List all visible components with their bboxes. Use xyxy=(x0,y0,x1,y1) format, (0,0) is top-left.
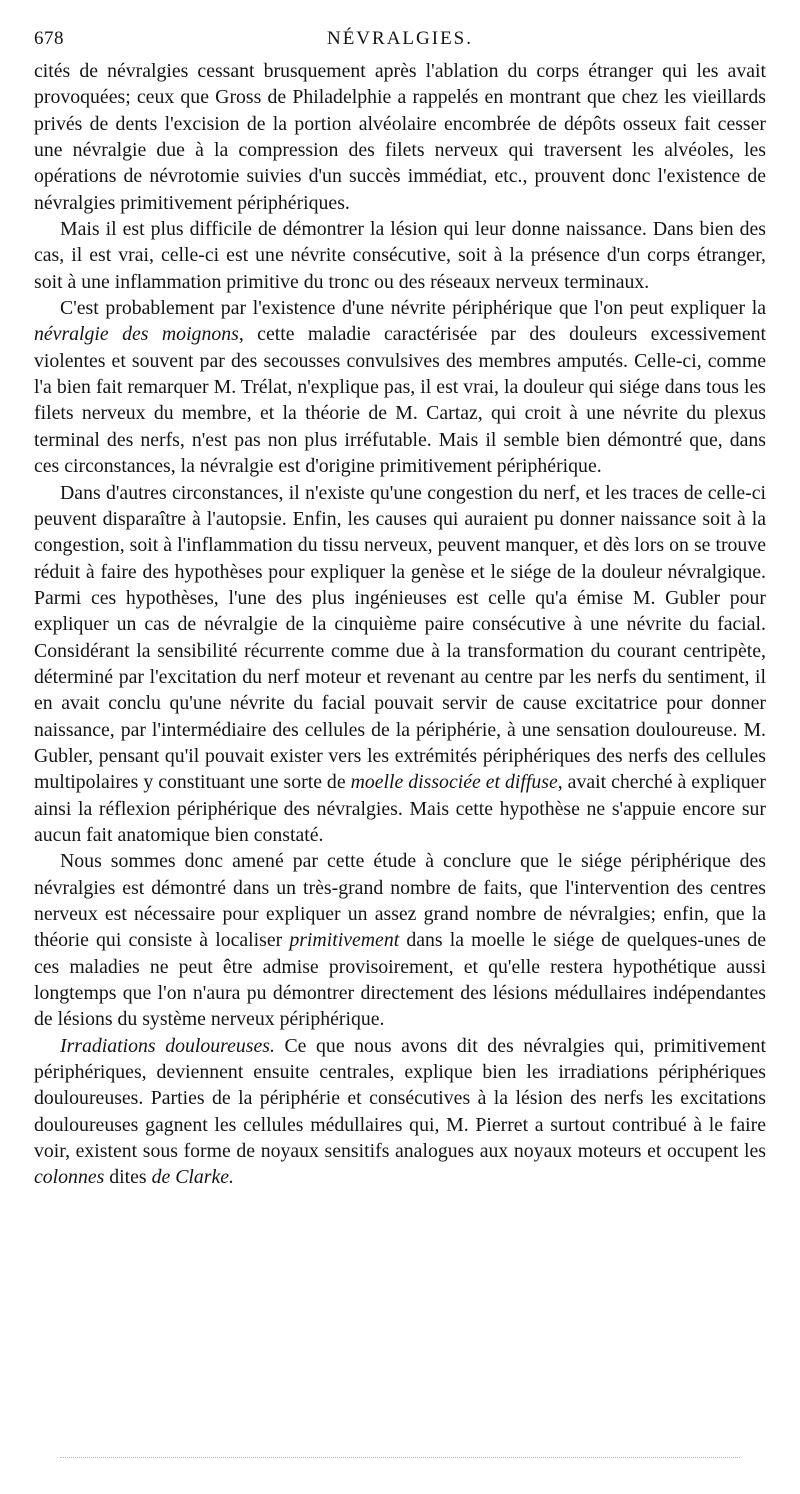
page-number: 678 xyxy=(34,28,64,49)
paragraph-3 xyxy=(34,295,766,479)
book-page xyxy=(34,28,766,1191)
running-title: NÉVRALGIES. xyxy=(326,28,474,49)
footer-dotted-rule xyxy=(60,1457,740,1458)
paragraph-4-italic: moelle dissociée et diffuse xyxy=(350,771,558,794)
paragraph-6-italic-colonnes: colonnes xyxy=(34,1166,105,1189)
paragraph-2 xyxy=(34,216,766,295)
paragraph-4 xyxy=(34,480,766,849)
paragraph-2-text: Mais il est plus difficile de démontrer la lésion qui leur donne naissance. Dans bien des cas, il est vrai, celle-ci est une névrite consécutive, soit à la présence d'un corps étranger, soit à une inflammation primitive du tronc ou des réseaux nerveux terminaux. xyxy=(34,218,766,293)
paragraph-5-text-b: dans la moelle le siége de quelques-unes de ces maladies ne peut être admise provisoirement, et qu'elle restera hypothétique aussi longtemps que l'on n'aura pu démontrer directement des lésions médullaires indépendantes de lésions du système nerveux périphérique. xyxy=(34,929,767,1031)
paragraph-5-italic: primitivement xyxy=(289,929,400,952)
section-heading-irradiations: Irradiations douloureuses. xyxy=(60,1034,275,1057)
running-head xyxy=(34,28,766,58)
paragraph-1 xyxy=(34,58,766,216)
paragraph-4-text-b: , avait cherché à expliquer ainsi la réflexion périphérique des névralgies. Mais cette hypothèse ne s'appuie encore sur aucun fait anatomique bien constaté. xyxy=(34,771,766,846)
paragraph-6-text-b: dites xyxy=(104,1166,152,1189)
paragraph-5-text-a: Nous sommes donc amené par cette étude à conclure que le siége périphérique des névralgies est démontré dans un très-grand nombre de faits, que l'intervention des centres nerveux est nécessaire pour expliquer un assez grand nombre de névralgies; enfin, que la théorie qui consiste à localiser xyxy=(34,850,766,952)
paragraph-3-text-b: , cette maladie caractérisée par des douleurs excessivement violentes et souvent par des secousses convulsives des membres amputés. Celle-ci, comme l'a bien fait remarquer M. Trélat, n'explique pas, il est vrai, la douleur qui siége dans tous les filets nerveux du membre, et la théorie de M. Cartaz, qui croit à une névrite du plexus terminal des nerfs, n'est pas non plus irréfutable. Mais il semble bien démontré que, dans ces circonstances, la névralgie est d'origine primitivement périphérique. xyxy=(34,323,766,478)
body-text xyxy=(34,58,766,1191)
paragraph-5 xyxy=(34,848,766,1032)
paragraph-6-italic-clarke: de Clarke. xyxy=(151,1166,234,1189)
paragraph-6 xyxy=(34,1033,766,1191)
paragraph-1-text: cités de névralgies cessant brusquement après l'ablation du corps étranger qui les avait provoquées; ceux que Gross de Philadelphie a rappelés en montrant que chez les vieillards privés de dents l'excision de la portion alvéolaire encombrée de dépôts osseux fait cesser une névralgie due à la compression des filets nerveux qui traversent les alvéoles, les opérations de névrotomie suivies d'un succès immédiat, etc., prouvent donc l'existence de névralgies primitivement périphériques. xyxy=(34,60,766,214)
paragraph-3-italic: névralgie des moignons xyxy=(34,323,239,346)
paragraph-3-text-a: C'est probablement par l'existence d'une névrite périphérique que l'on peut expliquer la xyxy=(60,297,766,320)
paragraph-6-text-a: Ce que nous avons dit des névralgies qui, primitivement périphériques, deviennent ensuite centrales, explique bien les irradiations périphériques douloureuses. Parties de la périphérie et consécutives à la lésion des nerfs les excitations douloureuses gagnent les cellules médullaires qui, M. Pierret a surtout contribué à le faire voir, existent sous forme de noyaux sensitifs analogues aux noyaux moteurs et occupent les xyxy=(34,1034,766,1163)
paragraph-4-text-a: Dans d'autres circonstances, il n'existe qu'une congestion du nerf, et les traces de celle-ci peuvent disparaître à l'autopsie. Enfin, les causes qui auraient pu donner naissance soit à la congestion, soit à l'inflammation du tissu nerveux, peuvent manquer, et dès lors on se trouve réduit à faire des hypothèses pour expliquer la genèse et le siége de la douleur névralgique. Parmi ces hypothèses, l'une des plus ingénieuses est celle qu'a émise M. Gubler pour expliquer un cas de névralgie de la cinquième paire consécutive à une névrite du facial. Considérant la sensibilité récurrente comme due à la transformation du courant centripète, déterminé par l'excitation du nerf moteur et revenant au centre par les nerfs du sentiment, il en avait conclu qu'une névrite du facial pouvait servir de cause excitatrice pour donner naissance, par l'intermédiaire des cellules de la périphérie, à une sensation douloureuse. M. Gubler, pensant qu'il pouvait exister vers les extrémités périphériques des nerfs des cellules multipolaires y constituant une sorte de xyxy=(34,481,766,794)
